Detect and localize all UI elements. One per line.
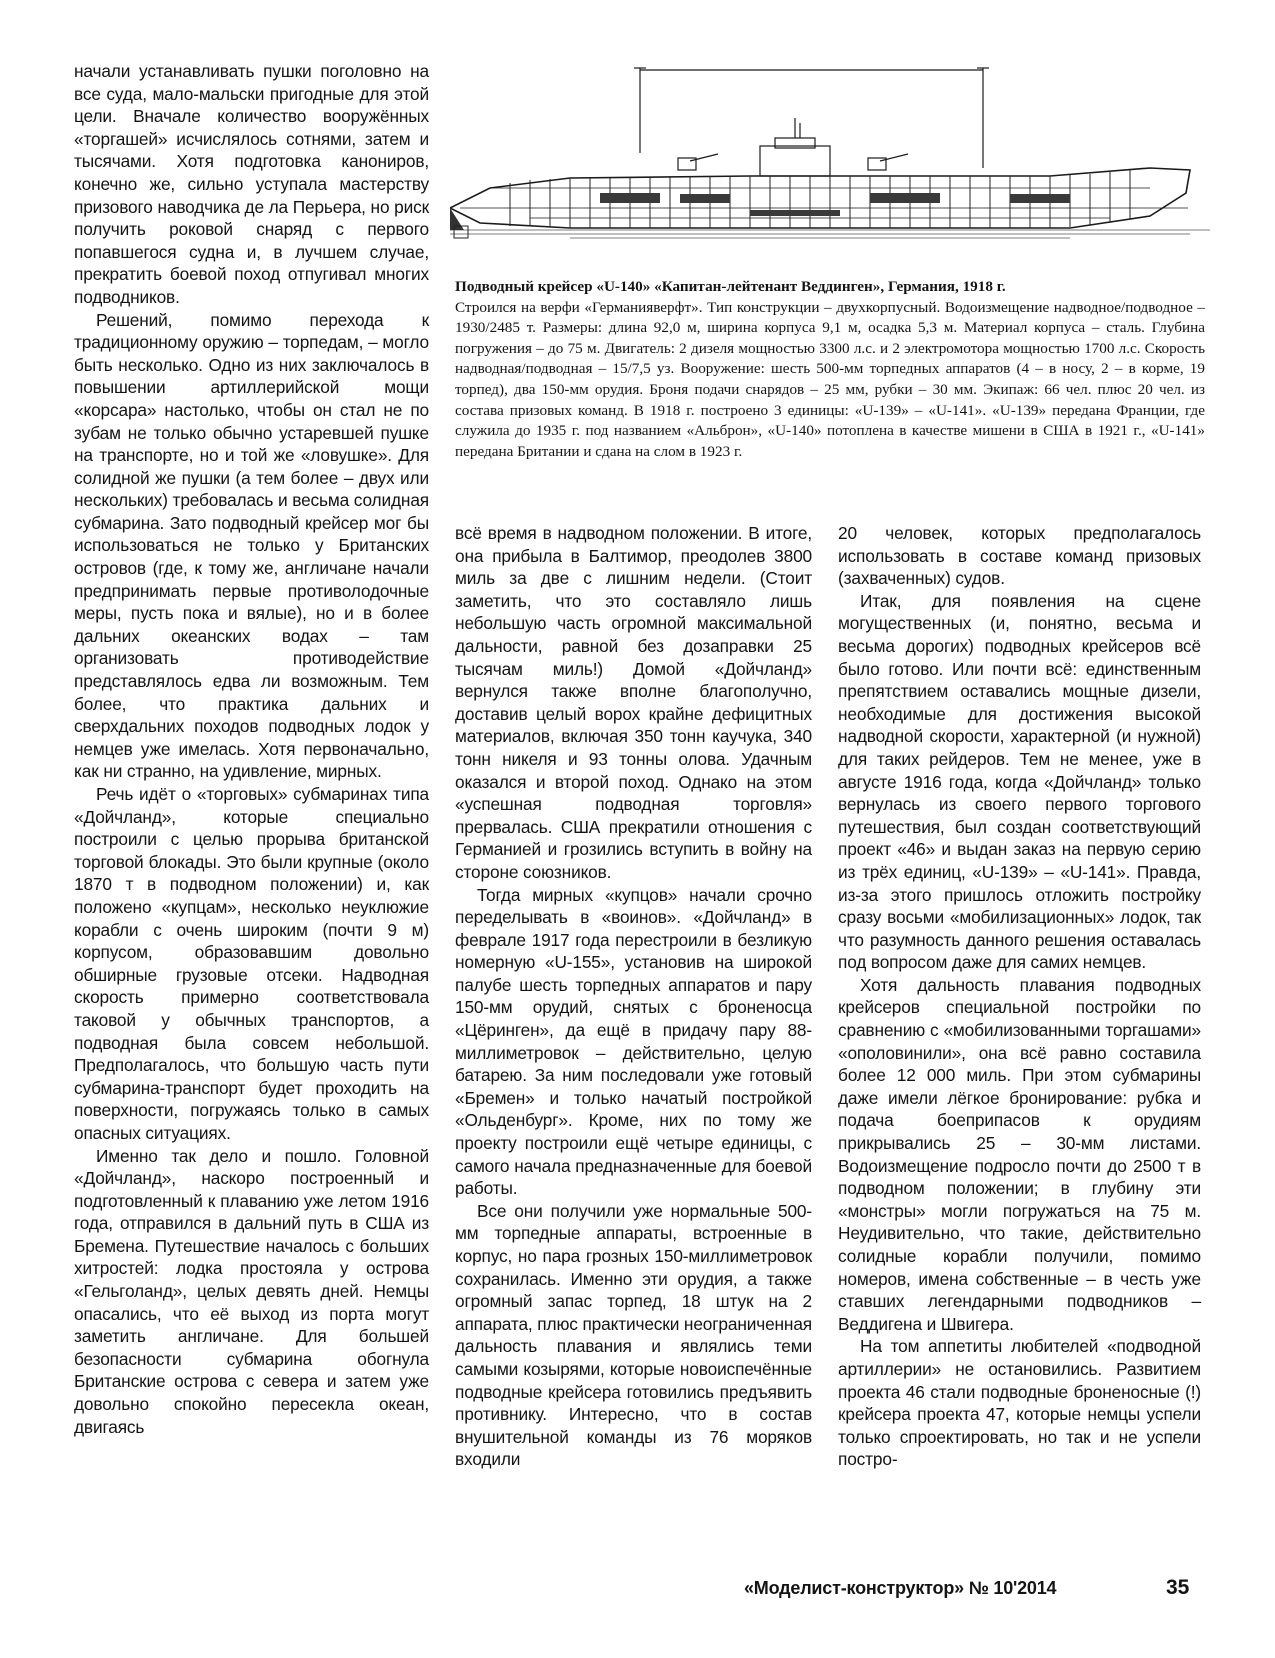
paragraph: начали устанавливать пушки поголовно на все суда, мало-мальски пригодные для этой цели. Вначале количество вооружённых «торгашей» исчислялось сотнями, затем и тысячами. Хотя подготовка канониров, конечно же, сильно уступала мастерству призового наводчика де ла Перьера, но риск получить роковой снаряд с первого попавшегося судна и, в лучшем случае, прекратить боевой поход отпугивал многих подводников.: [74, 61, 429, 307]
paragraph: всё время в надводном положении. В итоге, она прибыла в Балтимор, преодолев 3800 миль за две с лишним недели. (Стоит заметить, что это составляло лишь небольшую часть огромной максимальной дальности, равной без дозаправки 25 тысячам миль!) Домой «Дойчланд» вернулся также вполне благополучно, доставив целый ворох крайне дефицитных материалов, включая 350 тонн каучука, 340 тонн никеля и 93 тонны олова. Удачным оказался и второй поход. Однако на этом «успешная подводная торговля» прервалась. США прекратили отношения с Германией и грозились вступить в войну на стороне союзников.: [455, 523, 812, 882]
caption-title: Подводный крейсер «U-140» «Капитан-лейтенант Веддинген», Германия, 1918 г.: [455, 278, 1006, 295]
paragraph: Хотя дальность плавания подводных крейсеров специальной постройки по сравнению с «мобилизованными торгашами» «ополовинили», она всё равно составила более 12 000 миль. При этом субмарины даже имели лёгкое бронирование: рубка и подача боеприпасов к орудиям прикрывались 25 – 30-мм листами. Водоизмещение подросло почти до 2500 т в подводном положении; в глубину эти «монстры» могли погружаться на 75 м. Неудивительно, что такие, действительно солидные корабли получили, помимо номеров, имена собственные – в честь уже ставших легендарными подводников – Веддигена и Швигера.: [838, 974, 1201, 1334]
text-column-1: [74, 60, 429, 1438]
paragraph: Речь идёт о «торговых» субмаринах типа «Дойчланд», которые специально построили с целью прорыва британской торговой блокады. Это были крупные (около 1870 т в подводном положении) и, как положено «купцам», несколько неуклюжие корабли с очень широким (почти 9 м) корпусом, образовавшим довольно обширные грузовые отсеки. Надводная скорость примерно соответствовала таковой у обычных транспортов, а подводная была совсем небольшой. Предполагалось, что большую часть пути субмарина-транспорт будет проходить на поверхности, погружаясь только в самых опасных ситуациях.: [74, 784, 429, 1143]
text-column-3: [838, 522, 1201, 1471]
paragraph: Решений, помимо перехода к традиционному оружию – торпедам, – могло быть несколько. Одно из них заключалось в повышении артиллерийской мощи «корсара» настолько, чтобы он стал не по зубам не только обычно устаревшей пушке на транспорте, но и той же «ловушке». Для солидной же пушки (а тем более – двух или нескольких) требовалась и весьма солидная субмарина. Зато подводный крейсер мог бы использоваться не только у Британских островов (где, к тому же, англичане начали предпринимать первые противолодочные меры, пусть пока и вялые), но и в более дальних океанских водах – там организовать противодействие представлялось едва ли возможным. Тем более, что практика дальних и сверхдальних походов подводных лодок у немцев уже имелась. Хотя первоначально, как ни странно, на удивление, мирных.: [74, 309, 429, 782]
page-number: 35: [1166, 1576, 1190, 1599]
text-column-2: [455, 522, 812, 1471]
paragraph: 20 человек, которых предполагалось использовать в составе команд призовых (захваченных) судов.: [838, 523, 1201, 589]
paragraph: Тогда мирных «купцов» начали срочно переделывать в «воинов». «Дойчланд» в феврале 1917 года перестроили в безликую номерную «U-155», установив на широкой палубе шесть торпедных аппаратов и пару 150-мм орудий, снятых с броненосца «Цёринген», да ещё в придачу пару 88-миллиметровок – действительно, целую батарею. За ним последовали уже готовый «Бремен» и только начатый постройкой «Ольденбург». Кроме, них по тому же проекту построили ещё четыре единицы, с самого начала предназначенные для боевой работы.: [455, 884, 812, 1199]
paragraph: Именно так дело и пошло. Головной «Дойчланд», наскоро построенный и подготовленный к плаванию уже летом 1916 года, отправился в дальний путь в США из Бремена. Путешествие началось с больших хитростей: лодка простояла у острова «Гельголанд», целых девять дней. Немцы опасались, что её выход из порта могут заметить англичане. Для большей безопасности субмарина обогнула Британские острова с севера и затем уже довольно спокойно пересекла океан, двигаясь: [74, 1145, 429, 1437]
paragraph: Все они получили уже нормальные 500-мм торпедные аппараты, встроенные в корпус, но пара грозных 150-миллиметровок сохранилась. Именно эти орудия, а также огромный запас торпед, 18 штук на 2 аппарата, плюс практически неограниченная дальность плавания и являлись теми самыми козырями, которые новоиспечённые подводные крейсера готовились предъявить противнику. Интересно, что в состав внушительной команды из 76 моряков входили: [455, 1200, 812, 1470]
figure-caption: [455, 277, 1205, 462]
caption-text: Строился на верфи «Германияверфт». Тип конструкции – двухкорпусный. Водоизмещение надводное/подводное – 1930/2485 т. Размеры: длина 92,0 м, ширина корпуса 9,1 м, осадка 5,3 м. Материал корпуса – сталь. Глубина погружения – до 75 м. Двигатель: 2 дизеля мощностью 3300 л.с. и 2 электромотора мощностью 1700 л.с. Скорость надводная/подводная – 15/7,5 уз. Вооружение: шесть 500-мм торпедных аппаратов (4 – в носу, 2 – в корме, 19 торпед), два 150-мм орудия. Броня подачи снарядов – 25 мм, рубки – 30 мм. Экипаж: 66 чел. плюс 20 чел. из состава призовых команд. В 1918 г. построено 3 единицы: «U-139» – «U-141». «U-139» передана Франции, где служила до 1935 г. под названием «Альброн», «U-140» потоплена в качестве мишени в США в 1921 г., «U-141» передана Британии и сдана на слом в 1923 г.: [455, 298, 1205, 460]
submarine-drawing: [450, 58, 1210, 276]
magazine-footer: «Моделист-конструктор» № 10'2014: [744, 1578, 1057, 1598]
paragraph: На том аппетиты любителей «подводной артиллерии» не остановились. Развитием проекта 46 стали подводные броненосные (!) крейсера проекта 47, которые немцы успели только спроектировать, но так и не успели постро-: [838, 1336, 1201, 1470]
paragraph: Итак, для появления на сцене могущественных (и, понятно, весьма и весьма дорогих) подводных крейсеров всё было готово. Или почти всё: единственным препятствием оставались мощные дизели, необходимые для достижения высокой надводной скорости, характерной (и нужной) для таких рейдеров. Тем не менее, уже в августе 1916 года, когда «Дойчланд» только вернулась из своего первого торгового путешествия, был создан соответствующий проект «46» и выдан заказ на первую серию из трёх единиц, «U-139» – «U-141». Правда, из-за этого пришлось отложить постройку сразу восьми «мобилизационных» лодок, так что разумность данного решения оставалась под вопросом даже для самих немцев.: [838, 590, 1201, 973]
